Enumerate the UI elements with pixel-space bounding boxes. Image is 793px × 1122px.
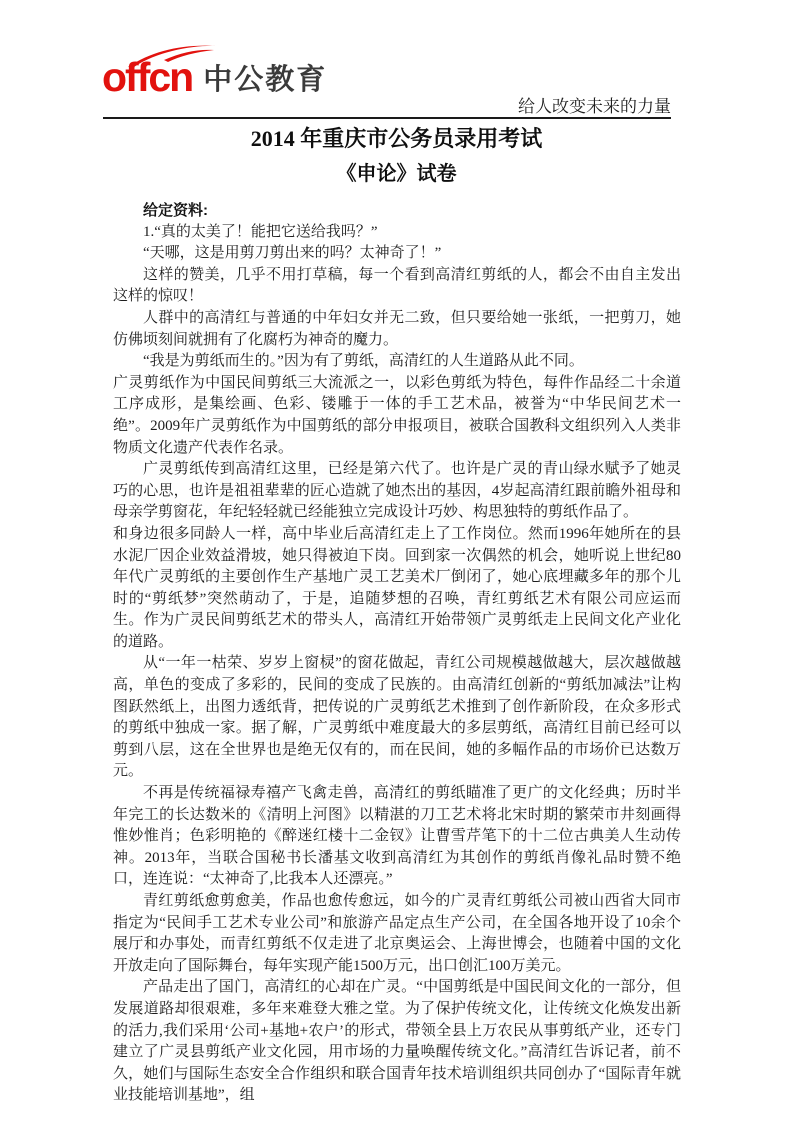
body-paragraph: 1.“真的太美了！能把它送给我吗？” [143, 223, 378, 240]
page-title: 2014 年重庆市公务员录用考试 [250, 126, 543, 151]
header-divider [103, 117, 671, 119]
body-paragraph: 广灵剪纸传到高清红这里，已经是第六代了。也许是广灵的青山绿水赋予了她灵巧的心思，也许是祖祖辈辈的匠心造就了她杰出的基因，4岁起高清红跟前瞻外祖母和母亲学剪窗花，年纪轻轻就已经能独立完成设计巧妙、构思独特的剪纸作品了。 [113, 461, 681, 521]
body-paragraph: 人群中的高清红与普通的中年妇女并无二致，但只要给她一张纸，一把剪刀，她仿佛顷刻间就拥有了化腐朽为神奇的魔力。 [113, 309, 681, 348]
body-paragraph: 从“一年一枯荣、岁岁上窗棂”的窗花做起，青红公司规模越做越大，层次越做越高，单色的变成了多彩的，民间的变成了民族的。由高清红创新的“剪纸加减法”让构图跃然纸上，出图力透纸背，把传说的广灵剪纸艺术推到了创作新阶段，在众多形式的剪纸中独成一家。据了解，广灵剪纸中难度最大的多层剪纸，高清红目前已经可以剪到八层，这在全世界也是绝无仅有的，而在民间，她的多幅作品的市场价已达数万元。 [113, 655, 681, 780]
body-paragraph: 广灵剪纸作为中国民间剪纸三大流派之一，以彩色剪纸为特色，每件作品经二十余道工序成形，是集绘画、色彩、镂雕于一体的手工艺术品，被誉为“中华民间艺术一绝”。2009年广灵剪纸作为中国剪纸的部分申报项目，被联合国教科文组织列入人类非物质文化遗产代表作名录。 [113, 374, 681, 456]
offcn-logo-chinese: 中公教育 [203, 64, 328, 96]
brand-slogan: 给人改变未来的力量 [518, 97, 671, 116]
body-paragraph: 产品走出了国门，高清红的心却在广灵。“中国剪纸是中国民间文化的一部分，但发展道路却很艰难，多年来难登大雅之堂。为了保护传统文化，让传统文化焕发出新的活力,我们采用‘公司+基地+农户’的形式，带领全县上万农民从事剪纸产业，还专门建立了广灵县剪纸产业文化园，用市场的力量唤醒传统文化。”高清红告诉记者，前不久，她们与国际生态安全合作组织和联合国青年技术培训组织共同创办了“国际青年就业技能培训基地”，组 [113, 979, 681, 1104]
body-paragraph: 青红剪纸愈剪愈美，作品也愈传愈远，如今的广灵青红剪纸公司被山西省大同市指定为“民间手工艺术专业公司”和旅游产品定点生产公司，在全国各地开设了10余个展厅和办事处，而青红剪纸不仅走进了北京奥运会、上海世博会，也随着中国的文化开放走向了国际舞台，每年实现产能1500万元，出口创汇100万美元。 [113, 893, 681, 974]
body-paragraph: “天哪，这是用剪刀剪出来的吗？太神奇了！” [143, 245, 442, 262]
swoosh-icon [124, 43, 220, 69]
body-paragraph: 这样的赞美，几乎不用打草稿，每一个看到高清红剪纸的人，都会不由自主发出这样的惊叹！ [113, 266, 681, 305]
offcn-logo-text: offcn [102, 54, 193, 100]
body-paragraph: 不再是传统福禄寿禧产飞禽走兽，高清红的剪纸瞄准了更广的文化经典；历时半年完工的长达数米的《清明上河图》以精湛的刀工艺术将北宋时期的繁荣市井刻画得惟妙惟肖；色彩明艳的《醉迷红楼十二金钗》让曹雪芹笔下的十二位古典美人生动传神。2013年，当联合国秘书长潘基文收到高清红为其创作的剪纸肖像礼品时赞不绝口，连连说：“太神奇了,比我本人还漂亮。” [113, 785, 681, 888]
body-paragraph: 和身边很多同龄人一样，高中毕业后高清红走上了工作岗位。然而1996年她所在的县水泥厂因企业效益滑坡，她只得被迫下岗。回到家一次偶然的机会，她听说上世纪80年代广灵剪纸的主要创作生产基地广灵工艺美术厂倒闭了，她心底埋藏多年的那个儿时的“剪纸梦”突然萌动了，于是，追随梦想的召唤，青红剪纸艺术有限公司应运而生。作为广灵民间剪纸艺术的带头人，高清红开始带领广灵剪纸走上民间文化产业化的道路。 [113, 525, 681, 650]
offcn-logo [102, 50, 328, 100]
document-body [113, 200, 681, 1107]
body-paragraph: “我是为剪纸而生的。”因为有了剪纸，高清红的人生道路从此不同。 [143, 353, 584, 370]
offcn-logo-latin-wrap [102, 54, 193, 100]
section-heading: 给定资料: [143, 202, 208, 219]
page-subtitle: 《申论》试卷 [336, 163, 457, 185]
